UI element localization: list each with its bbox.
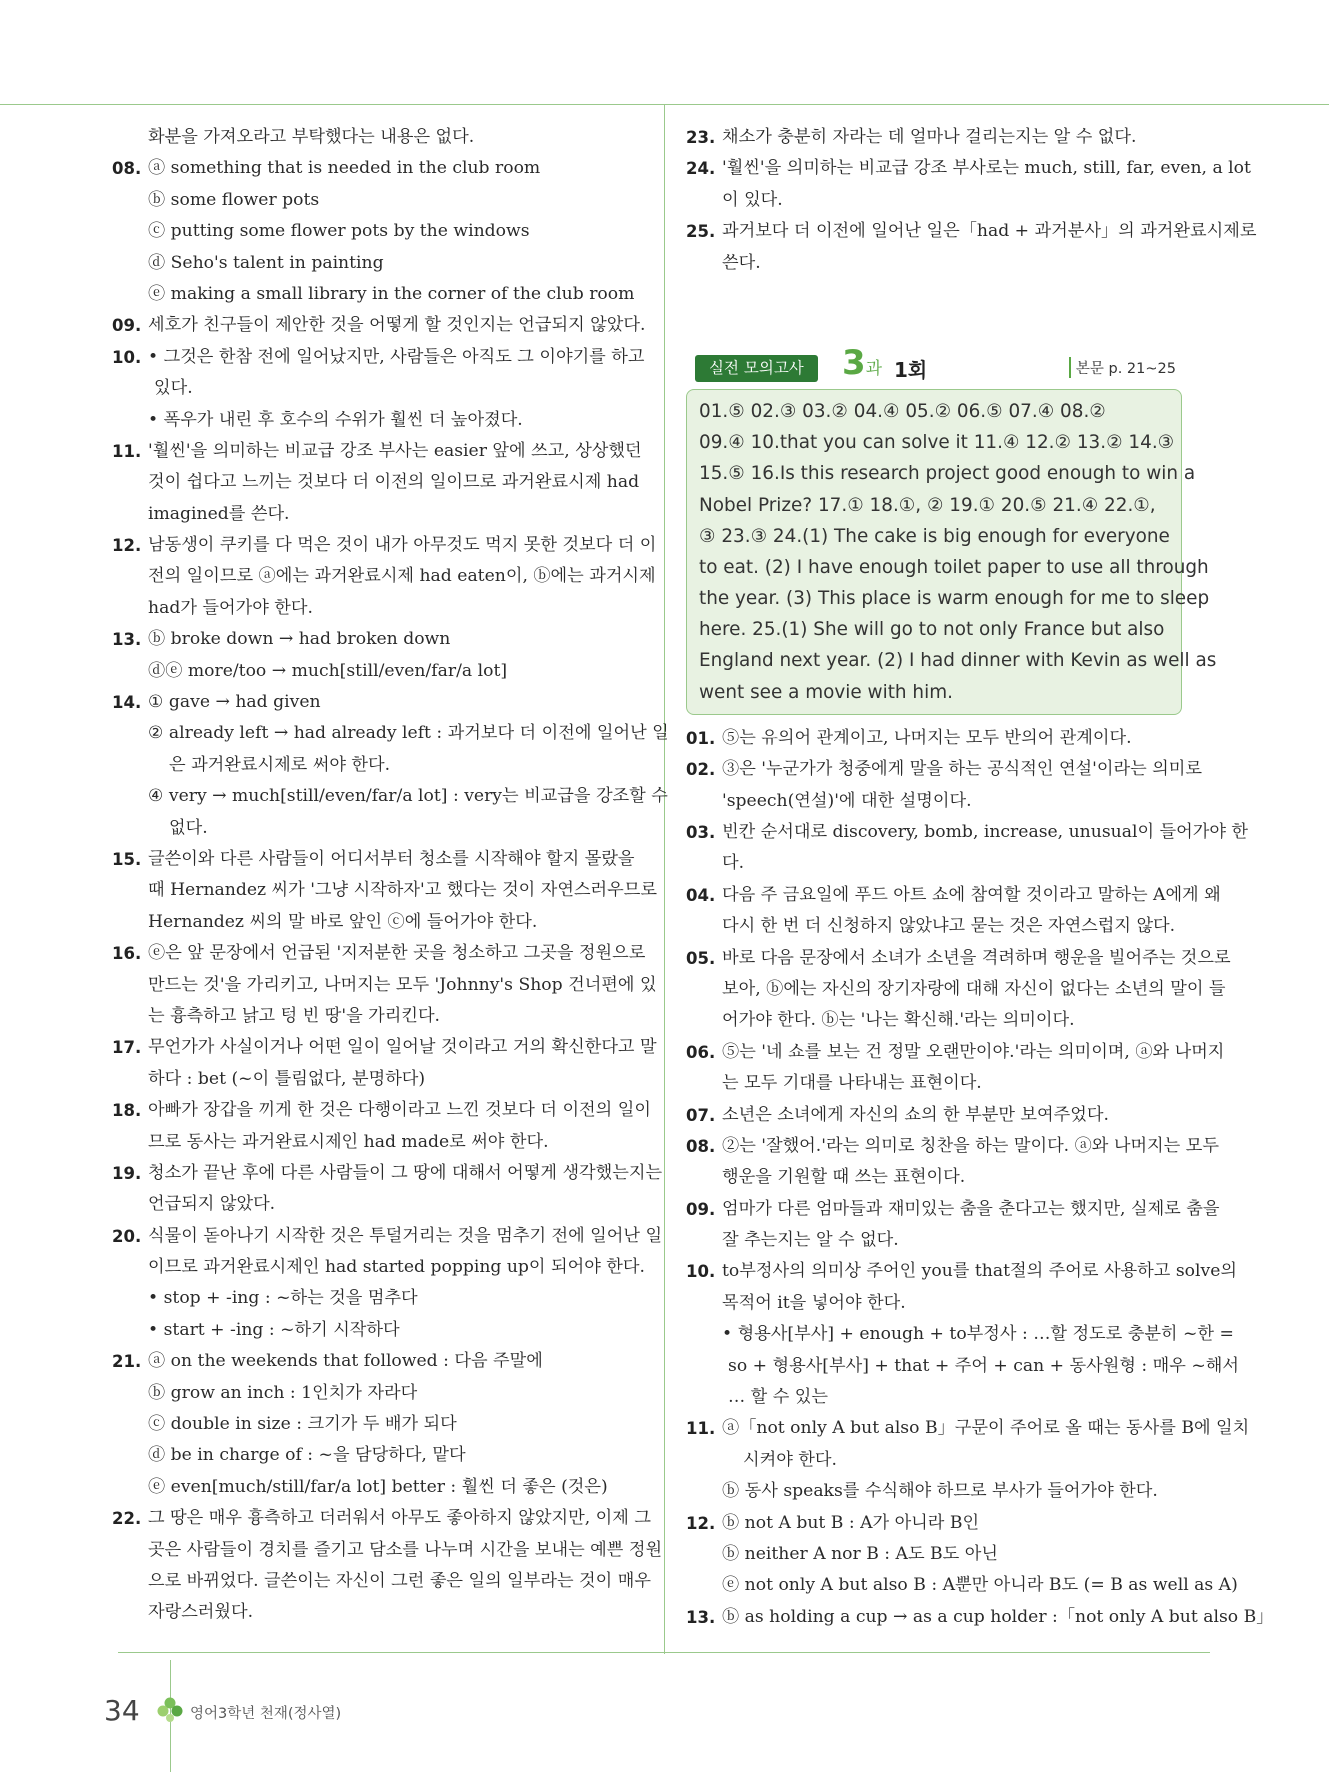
line-text: 만드는 것'을 가리키고, 나머지는 모두 'Johnny's Shop 건너편에 있	[148, 974, 657, 995]
line-text: 은 과거완료시제로 써야 한다.	[169, 754, 391, 775]
text-line	[112, 718, 669, 749]
item-number: 15.	[112, 849, 142, 869]
column-divider	[664, 104, 665, 1654]
line-text: • 형용사[부사] + enough + to부정사 : …할 정도로 충분히 ~한 =	[722, 1324, 1234, 1345]
text-line	[112, 1095, 651, 1126]
answer-line: Nobel Prize? 17.① 18.①, ② 19.① 20.⑤ 21.④ 22.①,	[699, 494, 1156, 516]
text-line	[112, 405, 608, 436]
text-line	[112, 1001, 608, 1032]
line-text: ⓓ Seho's talent in painting	[148, 252, 384, 273]
line-text: • start + -ing : ~하기 시작하다	[148, 1319, 400, 1340]
left-column	[112, 122, 669, 1629]
item-number: 11.	[112, 441, 142, 461]
line-text: '훨씬'을 의미하는 비교급 강조 부사는 easier 앞에 쓰고, 상상했던	[148, 440, 642, 461]
line-text: 곳은 사람들이 경치를 즐기고 담소를 나누며 시간을 보내는 예쁜 정원	[148, 1539, 663, 1560]
line-text: ③은 '누군가가 청중에게 말을 하는 공식적인 연설'이라는 의미로	[722, 759, 1202, 780]
line-text: to부정사의 의미상 주어인 you를 that절의 주어로 사용하고 solve의	[722, 1261, 1237, 1282]
item-number: 25.	[686, 222, 716, 242]
text-line	[112, 1283, 608, 1314]
item-number: 24.	[686, 159, 716, 179]
text-line	[112, 342, 645, 373]
line-text: ⓐ on the weekends that followed : 다음 주말에	[148, 1351, 543, 1372]
bottom-rule	[118, 1652, 1210, 1653]
line-text: 잘 추는지는 알 수 없다.	[722, 1230, 899, 1251]
item-number: 11.	[686, 1419, 716, 1439]
line-text: ⓐ「not only A but also B」구문이 주어로 올 때는 동사를 B에 일치	[722, 1418, 1250, 1439]
text-line	[112, 216, 608, 247]
line-text: ⓐ something that is needed in the club room	[148, 158, 541, 179]
line-text: ⓑ neither A nor B : A도 B도 아닌	[722, 1543, 998, 1564]
text-line	[112, 624, 608, 655]
item-number: 18.	[112, 1101, 142, 1121]
text-line	[112, 1597, 608, 1628]
line-text: ② already left → had already left : 과거보다 더 이전에 일어난 일	[148, 723, 669, 744]
item-number: 13.	[686, 1607, 716, 1627]
text-line	[686, 1194, 1220, 1225]
line-text: 보아, ⓑ에는 자신의 장기자랑에 대해 자신이 없다는 소년의 말이 들	[722, 978, 1226, 999]
text-line	[112, 1378, 608, 1409]
item-number: 23.	[686, 128, 716, 147]
item-number: 21.	[112, 1352, 142, 1372]
line-text: • 그것은 한참 전에 일어났지만, 사람들은 아직도 그 이야기를 하고	[148, 346, 645, 367]
line-text: ⑤는 유의어 관계이고, 나머지는 모두 반의어 관계이다.	[722, 727, 1132, 748]
answer-line: the year. (3) This place is warm enough for me to sleep	[699, 588, 1210, 610]
item-number: 09.	[686, 1199, 716, 1219]
text-line	[112, 1440, 608, 1471]
line-text: 자랑스러웠다.	[148, 1602, 254, 1623]
line-text: so + 형용사[부사] + that + 주어 + can + 동사원형 : 매우 ~해서	[728, 1355, 1239, 1376]
right-column	[686, 122, 1274, 1633]
text-line	[112, 1346, 608, 1377]
item-number: 12.	[112, 536, 142, 556]
text-line	[686, 974, 1226, 1005]
text-line	[112, 248, 608, 279]
page-reference: 본문 p. 21~25	[1069, 357, 1176, 378]
text-line	[112, 1064, 608, 1095]
text-line	[112, 1535, 663, 1566]
line-text: ① gave → had given	[148, 692, 321, 713]
answer-line: ③ 23.③ 24.(1) The cake is big enough for everyone	[699, 525, 1170, 547]
line-text: 목적어 it을 넣어야 한다.	[722, 1292, 906, 1313]
text-line	[112, 561, 656, 592]
text-line	[686, 1382, 1182, 1413]
line-text: ⓒ double in size : 크기가 두 배가 되다	[148, 1414, 457, 1435]
right-bottom-explanations	[686, 723, 1274, 1633]
line-text: 때 Hernandez 씨가 '그냥 시작하자'고 했다는 것이 자연스러우므로	[148, 880, 657, 901]
line-text: 것이 쉽다고 느끼는 것보다 더 이전의 일이므로 과거완료시제 had	[148, 472, 640, 493]
text-line	[686, 848, 1182, 879]
line-text: 다.	[722, 853, 745, 874]
answer-line: went see a movie with him.	[699, 681, 953, 703]
answer-line: England next year. (2) I had dinner with Kevin as well as	[699, 650, 1217, 672]
text-line	[112, 1472, 608, 1503]
line-text: ⓑ not A but B : A가 아니라 B인	[722, 1512, 980, 1533]
text-line	[112, 1252, 645, 1283]
text-line	[112, 813, 608, 844]
line-text: 이 있다.	[722, 189, 783, 210]
line-text: … 할 수 있는	[728, 1387, 828, 1408]
line-text: ⓑ as holding a cup → as a cup holder :「not only A but also B」	[722, 1606, 1274, 1627]
line-text: 무언가가 사실이거나 어떤 일이 일어날 것이라고 거의 확신한다고 말	[148, 1037, 657, 1058]
line-text: 다시 한 번 더 신청하지 않았냐고 묻는 것은 자연스럽지 않다.	[722, 916, 1176, 937]
line-text: 이므로 과거완료시제인 had started popping up이 되어야 한다.	[148, 1257, 645, 1278]
item-number: 14.	[112, 693, 142, 713]
text-line	[112, 467, 640, 498]
line-text: ⓑ broke down → had broken down	[148, 629, 451, 650]
line-text: ⓑ grow an inch : 1인치가 자라다	[148, 1382, 418, 1403]
item-number: 10.	[686, 1262, 716, 1282]
line-text: 글쓴이와 다른 사람들이 어디서부터 청소를 시작해야 할지 몰랐을	[148, 848, 635, 869]
line-text: had가 들어가야 한다.	[148, 597, 313, 618]
text-line	[112, 938, 646, 969]
section-header	[686, 342, 1182, 389]
line-text: ⑤는 '네 쇼를 보는 건 정말 오랜만이야.'라는 의미이며, ⓐ와 나머지	[722, 1041, 1225, 1062]
text-line	[686, 1162, 1182, 1193]
item-number: 10.	[112, 347, 142, 367]
line-text: 남동생이 쿠키를 다 먹은 것이 내가 아무것도 먹지 못한 것보다 더 이	[148, 535, 657, 556]
line-text: • 폭우가 내린 후 호수의 수위가 훨씬 더 높아졌다.	[148, 409, 523, 430]
book-title: 영어3학년 천재(정사열)	[190, 1706, 342, 1722]
text-line	[112, 593, 608, 624]
text-line	[112, 687, 608, 718]
answer-line: 09.④ 10.that you can solve it 11.④ 12.② 13.② 14.③	[699, 432, 1175, 454]
text-line	[686, 153, 1251, 184]
item-number: 13.	[112, 630, 142, 650]
line-text: 는 흉측하고 낡고 텅 빈 땅'을 가리킨다.	[148, 1005, 441, 1026]
text-line	[112, 907, 608, 938]
text-line	[112, 1032, 657, 1063]
line-text: • stop + -ing : ~하는 것을 멈추다	[148, 1288, 418, 1309]
line-text: imagined를 쓴다.	[148, 503, 290, 524]
text-line	[112, 185, 608, 216]
text-line	[112, 875, 657, 906]
answer-key-box	[686, 389, 1217, 715]
text-line	[686, 1351, 1239, 1382]
text-line	[686, 1225, 1182, 1256]
text-line	[686, 1539, 1182, 1570]
text-line	[112, 781, 668, 812]
answer-line: here. 25.(1) She will go to not only France but also	[699, 619, 1165, 641]
item-number: 02.	[686, 760, 716, 780]
item-number: 06.	[686, 1042, 716, 1062]
text-line	[686, 1413, 1250, 1444]
item-number: 08.	[686, 1136, 716, 1156]
line-text: 엄마가 다른 엄마들과 재미있는 춤을 춘다고는 했지만, 실제로 춤을	[722, 1198, 1220, 1219]
section-tag: 실전 모의고사	[695, 355, 818, 382]
lesson-num-text: 3	[842, 342, 866, 383]
clover-icon	[157, 1697, 183, 1723]
answer-line: 15.⑤ 16.Is this research project good enough to win a	[699, 463, 1196, 485]
line-text: 세호가 친구들이 제안한 것을 어떻게 할 것인지는 언급되지 않았다.	[148, 315, 646, 336]
text-line	[686, 817, 1249, 848]
line-text: '훨씬'을 의미하는 비교급 강조 부사로는 much, still, far, even, a lot	[722, 158, 1251, 179]
text-line	[686, 880, 1221, 911]
text-line	[686, 1037, 1225, 1068]
text-line	[112, 1315, 608, 1346]
line-text: 바로 다음 문장에서 소녀가 소년을 격려하며 행운을 빌어주는 것으로	[722, 947, 1231, 968]
text-line	[112, 1409, 608, 1440]
line-text: 빈칸 순서대로 discovery, bomb, increase, unusual이 들어가야 한	[722, 822, 1249, 842]
line-text: 채소가 충분히 자라는 데 얼마나 걸리는지는 알 수 없다.	[722, 127, 1137, 147]
line-text: 하다 : bet (~이 틀림없다, 분명하다)	[148, 1068, 426, 1089]
text-line	[686, 216, 1257, 247]
text-line	[112, 122, 608, 153]
item-number: 05.	[686, 948, 716, 968]
line-text: 없다.	[169, 817, 208, 838]
item-number: 04.	[686, 885, 716, 905]
line-text: ⓔ은 앞 문장에서 언급된 '지저분한 곳을 청소하고 그곳을 정원으로	[148, 943, 646, 964]
line-text: ⓔ making a small library in the corner of the club room	[148, 283, 635, 304]
item-number: 12.	[686, 1513, 716, 1533]
line-text: 식물이 돋아나기 시작한 것은 투덜거리는 것을 멈추기 전에 일어난 일	[148, 1225, 663, 1246]
item-number: 07.	[686, 1105, 716, 1125]
line-text: 쓴다.	[722, 252, 761, 273]
line-text: 전의 일이므로 ⓐ에는 과거완료시제 had eaten이, ⓑ에는 과거시제	[148, 566, 656, 587]
item-number: 09.	[112, 316, 142, 336]
text-line	[112, 310, 646, 341]
text-line	[686, 248, 1182, 279]
text-line	[686, 1476, 1182, 1507]
text-line	[686, 1131, 1219, 1162]
line-text: ⓒ putting some flower pots by the windows	[148, 221, 530, 242]
text-line	[112, 1158, 663, 1189]
text-line	[686, 185, 1182, 216]
item-number: 08.	[112, 159, 142, 179]
line-text: 므로 동사는 과거완료시제인 had made로 써야 한다.	[148, 1131, 549, 1152]
text-line	[686, 1570, 1238, 1601]
item-number: 17.	[112, 1038, 142, 1058]
line-text: 어가야 한다. ⓑ는 '나는 확신해.'라는 의미이다.	[722, 1010, 1075, 1031]
line-text: ⓑ some flower pots	[148, 189, 320, 210]
section-gap	[686, 279, 1182, 343]
text-line	[686, 1068, 1182, 1099]
text-line	[686, 122, 1182, 153]
text-line	[686, 1319, 1234, 1350]
text-line	[112, 750, 608, 781]
text-line	[686, 1100, 1182, 1131]
item-number: 20.	[112, 1226, 142, 1246]
line-text: 시켜야 한다.	[743, 1449, 837, 1470]
text-line	[112, 436, 642, 467]
line-text: 과거보다 더 이전에 일어난 일은「had + 과거분사」의 과거완료시제로	[722, 221, 1257, 242]
line-text: 그 땅은 매우 흉측하고 더러워서 아무도 좋아하지 않았지만, 이제 그	[148, 1508, 651, 1529]
line-text: 'speech(연설)'에 대한 설명이다.	[722, 790, 972, 811]
text-line	[686, 1445, 1182, 1476]
answer-line: 01.⑤ 02.③ 03.② 04.④ 05.② 06.⑤ 07.④ 08.②	[699, 400, 1106, 422]
text-line	[686, 1288, 1182, 1319]
line-text: 있다.	[154, 378, 193, 399]
line-text: 아빠가 장갑을 끼게 한 것은 다행이라고 느낀 것보다 더 이전의 일이	[148, 1100, 651, 1121]
answer-line: to eat. (2) I have enough toilet paper to use all through	[699, 556, 1209, 578]
line-text: 는 모두 기대를 나타내는 표현이다.	[722, 1073, 982, 1094]
line-text: ⓑ 동사 speaks를 수식해야 하므로 부사가 들어가야 한다.	[722, 1481, 1158, 1502]
text-line	[112, 844, 635, 875]
line-text: ⓓ be in charge of : ~을 담당하다, 맡다	[148, 1445, 466, 1466]
text-line	[686, 1256, 1237, 1287]
right-top-explanations	[686, 122, 1257, 279]
text-line	[112, 1566, 651, 1597]
line-text: 행운을 기원할 때 쓰는 표현이다.	[722, 1167, 966, 1188]
line-text: 언급되지 않았다.	[148, 1194, 276, 1215]
text-line	[112, 970, 657, 1001]
line-text: ④ very → much[still/even/far/a lot] : very는 비교급을 강조할 수	[148, 786, 668, 807]
text-line	[112, 530, 657, 561]
text-line	[112, 279, 635, 310]
line-text: 화분을 가져오라고 부탁했다는 내용은 없다.	[148, 127, 475, 147]
lesson-suffix: 과	[865, 358, 883, 379]
text-line	[686, 786, 1182, 817]
text-line	[112, 1127, 608, 1158]
text-line	[686, 754, 1202, 785]
line-text: Hernandez 씨의 말 바로 앞인 ⓒ에 들어가야 한다.	[148, 911, 538, 932]
text-line	[686, 911, 1182, 942]
text-line	[686, 1005, 1182, 1036]
item-number: 01.	[686, 728, 716, 748]
line-text: ②는 '잘했어.'라는 의미로 칭찬을 하는 말이다. ⓐ와 나머지는 모두	[722, 1135, 1219, 1156]
text-line	[112, 1189, 608, 1220]
line-text: 다음 주 금요일에 푸드 아트 쇼에 참여할 것이라고 말하는 A에게 왜	[722, 884, 1221, 905]
line-text: 소년은 소녀에게 자신의 쇼의 한 부분만 보여주었다.	[722, 1104, 1109, 1125]
text-line	[112, 1221, 663, 1252]
page-number: 34	[104, 1694, 140, 1727]
text-line	[112, 1503, 651, 1534]
item-number: 19.	[112, 1163, 142, 1183]
text-line	[112, 499, 608, 530]
line-text: ⓔ even[much/still/far/a lot] better : 훨씬 더 좋은 (것은)	[148, 1476, 608, 1497]
text-line	[112, 373, 608, 404]
text-line	[112, 153, 608, 184]
item-number: 16.	[112, 944, 142, 964]
line-text: ⓓⓔ more/too → much[still/even/far/a lot]	[148, 660, 508, 681]
round-label: 1회	[894, 357, 928, 382]
text-line	[686, 723, 1182, 754]
item-number: 03.	[686, 823, 716, 842]
lesson-number	[842, 343, 882, 383]
line-text: ⓔ not only A but also B : A뿐만 아니라 B도 (= B as well as A)	[722, 1575, 1238, 1596]
text-line	[686, 1508, 1182, 1539]
text-line	[686, 943, 1231, 974]
text-line	[112, 656, 608, 687]
text-line	[686, 1602, 1274, 1633]
item-number: 22.	[112, 1509, 142, 1529]
line-text: 으로 바뀌었다. 글쓴이는 자신이 그런 좋은 일의 일부라는 것이 매우	[148, 1570, 651, 1591]
line-text: 청소가 끝난 후에 다른 사람들이 그 땅에 대해서 어떻게 생각했는지는	[148, 1162, 663, 1183]
